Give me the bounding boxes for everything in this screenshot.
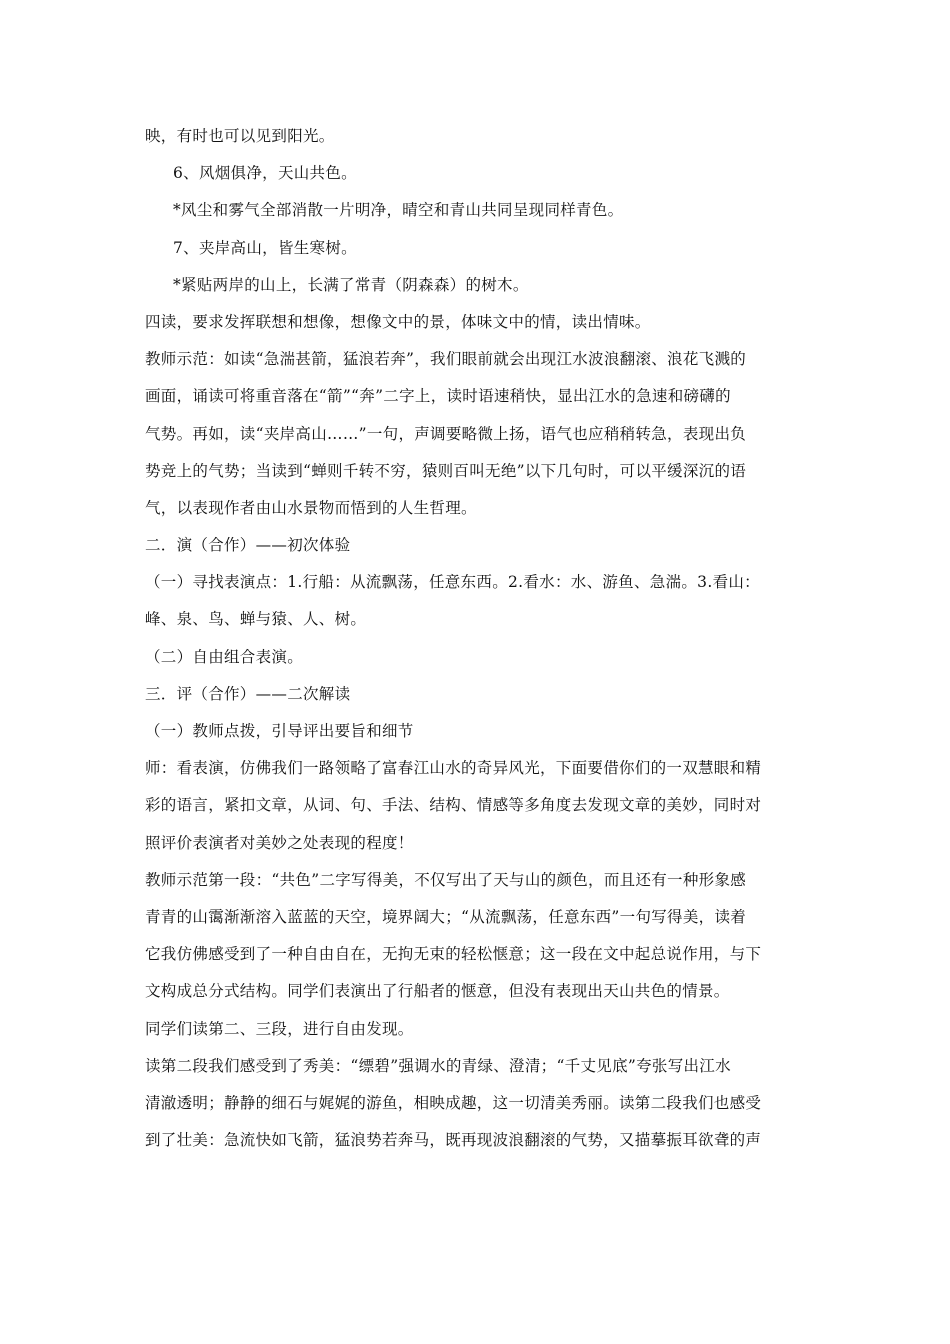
text-line: 到了壮美：急流快如飞箭，猛浪势若奔马，既再现波浪翻滚的气势，又描摹振耳欲聋的声 xyxy=(145,1131,762,1150)
text-line: *风尘和雾气全部消散一片明净，晴空和青山共同呈现同样青色。 xyxy=(173,201,624,220)
text-line: 画面，诵读可将重音落在“箭”“奔”二字上，读时语速稍快，显出江水的急速和磅礴的 xyxy=(145,387,731,406)
text-line: 势竞上的气势；当读到“蝉则千转不穷，猿则百叫无绝”以下几句时，可以平缓深沉的语 xyxy=(145,461,747,480)
text-line: 师：看表演，仿佛我们一路领略了富春江山水的奇异风光，下面要借你们的一双慧眼和精 xyxy=(145,759,762,778)
text-line: 气势。再如，读“夹岸高山……”一句，声调要略微上扬，语气也应稍稍转急，表现出负 xyxy=(145,424,747,443)
text-line: 彩的语言，紧扣文章，从词、句、手法、结构、情感等多角度去发现文章的美妙，同时对 xyxy=(145,796,762,815)
text-line: 文构成总分式结构。同学们表演出了行船者的惬意，但没有表现出天山共色的情景。 xyxy=(145,982,730,1001)
text-line: （一）教师点拨，引导评出要旨和细节 xyxy=(145,722,414,740)
text-line: 教师示范：如读“急湍甚箭，猛浪若奔”，我们眼前就会出现江水波浪翻滚、浪花飞溅的 xyxy=(145,350,747,369)
section-heading: 二．演（合作）——初次体验 xyxy=(145,536,351,555)
text-line: 清澈透明；静静的细石与娓娓的游鱼，相映成趣，这一切清美秀丽。读第二段我们也感受 xyxy=(145,1093,762,1112)
text-line: 教师示范第一段：“共色”二字写得美，不仅写出了天与山的颜色，而且还有一种形象感 xyxy=(145,870,747,889)
text-line: 读第二段我们感受到了秀美：“缥碧”强调水的青绿、澄清；“千丈见底”夸张写出江水 xyxy=(145,1056,731,1075)
text-line: 青青的山霭渐渐溶入蓝蓝的天空，境界阔大；“从流飘荡，任意东西”一句写得美，读着 xyxy=(145,907,747,926)
text-line: *紧贴两岸的山上，长满了常青（阴森森）的树木。 xyxy=(173,275,529,294)
text-line: 6、风烟俱净，天山共色。 xyxy=(173,164,357,183)
text-line: 它我仿佛感受到了一种自由自在，无拘无束的轻松惬意；这一段在文中起总说作用，与下 xyxy=(145,945,762,964)
text-line: 同学们读第二、三段，进行自由发现。 xyxy=(145,1019,414,1038)
text-line: 峰、泉、鸟、蝉与猿、人、树。 xyxy=(145,610,367,629)
text-line: 四读，要求发挥联想和想像，想像文中的景，体味文中的情，读出情味。 xyxy=(145,312,651,331)
text-line: （一）寻找表演点：1.行船：从流飘荡，任意东西。2.看水：水、游鱼、急湍。3.看山： xyxy=(145,573,760,592)
section-heading: 三．评（合作）——二次解读 xyxy=(145,684,351,703)
document-body xyxy=(145,118,810,1159)
text-line: 照评价表演者对美妙之处表现的程度！ xyxy=(145,833,414,852)
text-line: （二）自由组合表演。 xyxy=(145,647,304,666)
text-line: 映，有时也可以见到阳光。 xyxy=(145,127,335,145)
text-line: 气，以表现作者由山水景物而悟到的人生哲理。 xyxy=(145,498,477,517)
text-line: 7、夹岸高山，皆生寒树。 xyxy=(173,238,357,257)
